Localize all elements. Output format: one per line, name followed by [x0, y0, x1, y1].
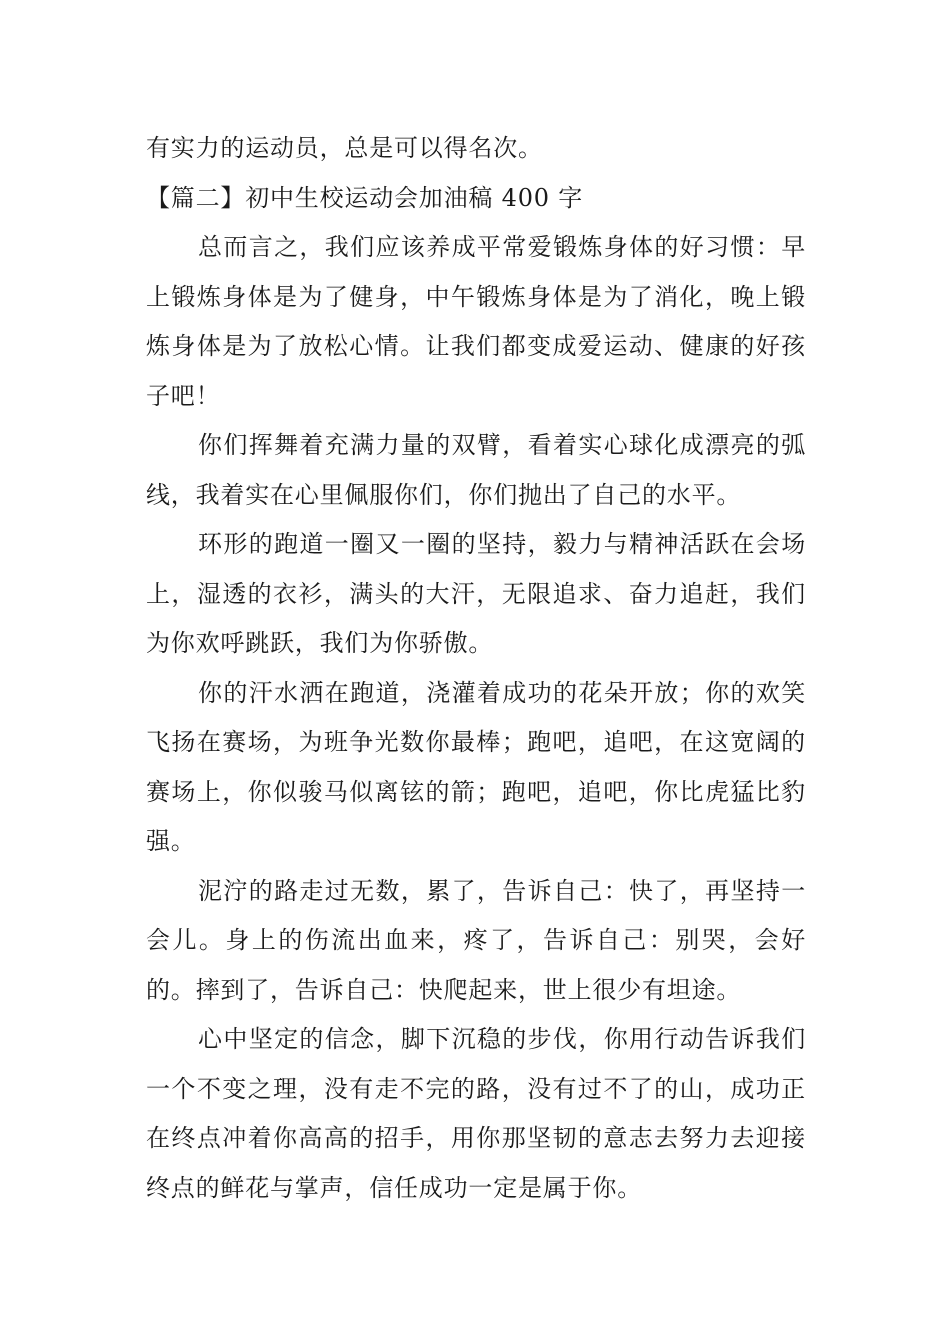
- paragraph-3: 环形的跑道一圈又一圈的坚持，毅力与精神活跃在会场上，湿透的衣衫，满头的大汗，无限追求、奋力追赶，我们为你欢呼跳跃，我们为你骄傲。: [146, 530, 806, 657]
- paragraph-6: 心中坚定的信念，脚下沉稳的步伐，你用行动告诉我们一个不变之理，没有走不完的路，没有过不了的山，成功正在终点冲着你高高的招手，用你那坚韧的意志去努力去迎接终点的鲜花与掌声，信任成功一定是属于你。: [146, 1025, 806, 1202]
- section-heading: 【篇二】初中生校运动会加油稿 400 字: [146, 183, 584, 212]
- paragraph-1: 总而言之，我们应该养成平常爱锻炼身体的好习惯：早上锻炼身体是为了健身，中午锻炼身体是为了消化，晚上锻炼身体是为了放松心情。让我们都变成爱运动、健康的好孩子吧！: [146, 233, 806, 410]
- paragraph-5: 泥泞的路走过无数，累了，告诉自己：快了，再坚持一会儿。身上的伤流出血来，疼了，告诉自己：别哭，会好的。摔到了，告诉自己：快爬起来，世上很少有坦途。: [146, 876, 806, 1004]
- paragraph-2: 你们挥舞着充满力量的双臂，看着实心球化成漂亮的弧线，我着实在心里佩服你们，你们抛出了自己的水平。: [146, 431, 806, 509]
- document-body: [146, 124, 806, 1213]
- lead-line: 有实力的运动员，总是可以得名次。: [146, 134, 543, 162]
- paragraph-4: 你的汗水洒在跑道，浇灌着成功的花朵开放；你的欢笑飞扬在赛场，为班争光数你最棒；跑吧，追吧，在这宽阔的赛场上，你似骏马似离铉的箭；跑吧，追吧，你比虎猛比豹强。: [146, 678, 806, 855]
